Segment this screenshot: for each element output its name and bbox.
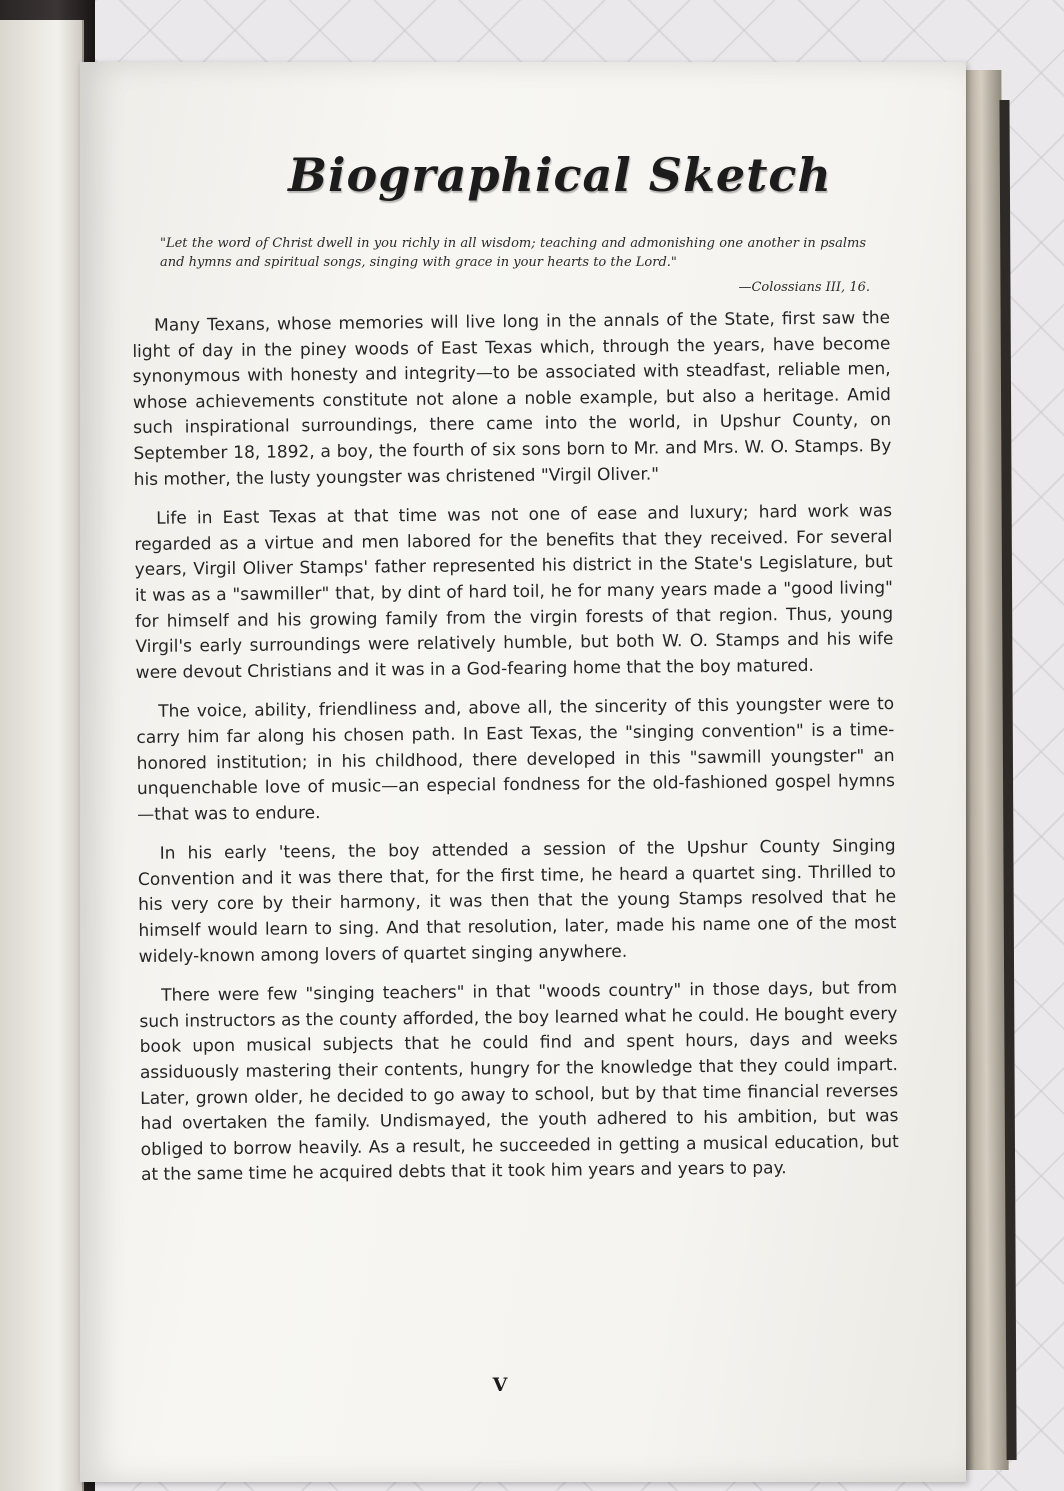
paragraph-2: Life in East Texas at that time was not one of ease and luxury; hard work was regarded as a virtue and men labored for the benefits that they received. For several years, Virgil Oliver Stamps' father represented his district in the State's Legislature, but it was as a "sawmiller" that, by dint of hard toil, he for many years made a "good living" for himself and his growing family from the virgin forests of that region. Thus, young Virgil's early surroundings were relatively humble, but both W. O. Stamps and his wife were devout Christians and it was in a God-fearing home that the boy matured.	[134, 501, 894, 683]
left-page-edge	[0, 20, 84, 1491]
paragraph-1: Many Texans, whose memories will live long in the annals of the State, first saw the light of day in the piney woods of East Texas which, through the years, have become synonymous with honesty and integrity—to be associated with steadfast, reliable men, whose achievements constitute not alone a noble example, but also a heritage. Amid such inspirational surroundings, there came into the world, in Upshur County, on September 18, 1892, a boy, the fourth of six sons born to Mr. and Mrs. W. O. Stamps. By his mother, the lusty youngster was christened "Virgil Oliver."	[132, 308, 892, 490]
paragraph-4: In his early 'teens, the boy attended a session of the Upshur County Singing Convention and it was there that, for the first time, he heard a quartet sing. Thrilled to his very core by their harmony, it was then that the young Stamps resolved that he himself would learn to sing. And that resolution, later, made his name one of the most widely-known among lovers of quartet singing anywhere.	[137, 836, 897, 967]
page-number: V	[492, 1374, 508, 1396]
paragraph-5: There were few "singing teachers" in that "woods country" in those days, but from such instructors as the county afforded, the boy learned what he could. He bought every book upon musical subjects that he could find and spent hours, days and weeks assiduously mastering their contents, hungry for the knowledge that they could impart. Later, grown older, he decided to go away to school, but by that time financial reverses had overtaken the family. Undismayed, the youth adhered to his ambition, but was obliged to borrow heavily. As a result, he succeeded in getting a musical education, but at the same time he acquired debts that it took him years and years to pay.	[139, 978, 899, 1186]
epigraph-quote: "Let the word of Christ dwell in you richly in all wisdom; teaching and admonishing one another in psalms and hymns and spiritual songs, singing with grace in your hearts to the Lord."	[160, 236, 866, 270]
book-page	[80, 62, 966, 1482]
body-text	[132, 306, 899, 1203]
epigraph-citation: —Colossians III, 16.	[738, 280, 870, 295]
page-title: Biographical Sketch	[288, 148, 832, 202]
paragraph-3: The voice, ability, friendliness and, above all, the sincerity of this youngster were to carry him far along his chosen path. In East Texas, the "singing convention" is a time-honored institution; in his childhood, there developed in this "sawmill youngster" an unquenchable love of music—an especial fondness for the old-fashioned gospel hymns—that was to endure.	[136, 694, 896, 825]
